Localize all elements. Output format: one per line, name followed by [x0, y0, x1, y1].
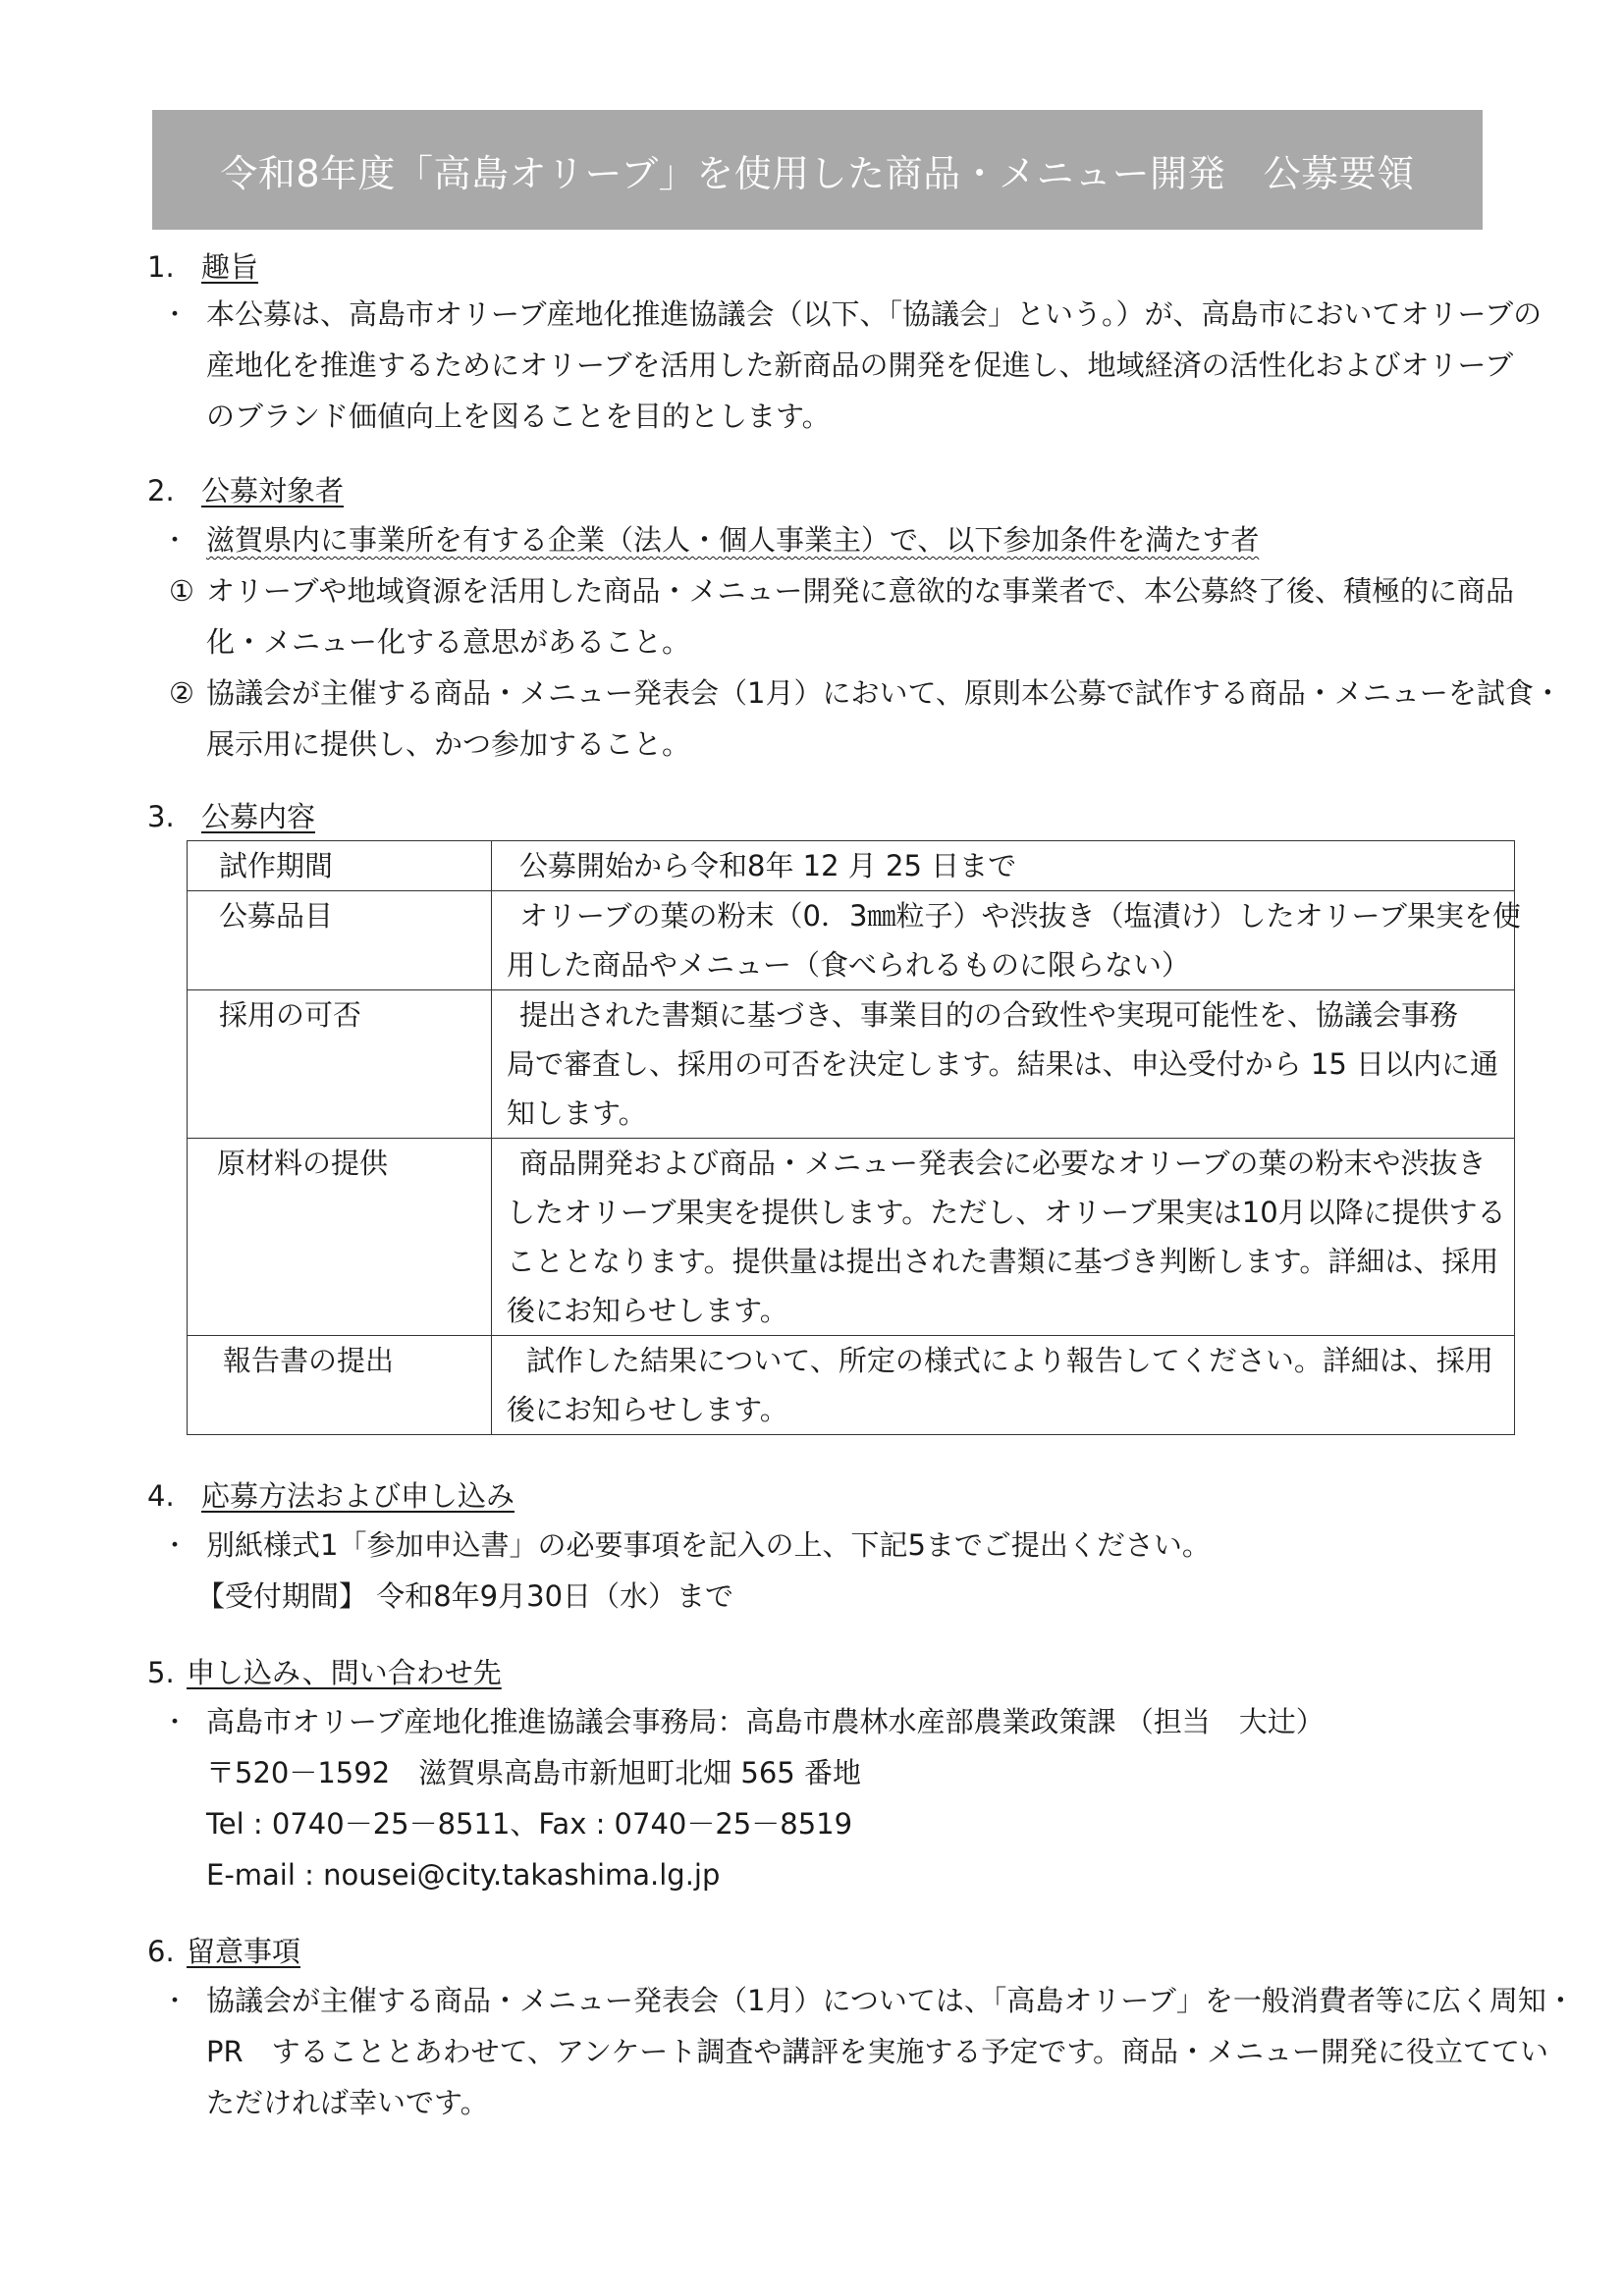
row-text-line: 知します。 [507, 1096, 647, 1130]
bullet-mark: ・ [162, 300, 189, 330]
section3-heading: 公募内容 [201, 800, 316, 833]
table-value-cell [492, 990, 1515, 1139]
section5-email: E-mail : nousei@city.takashima.lg.jp [206, 1858, 721, 1892]
section5-postal-address: 〒520－1592 滋賀県高島市新旭町北畑 565 番地 [206, 1756, 861, 1789]
row-text-line: 後にお知らせします。 [507, 1294, 788, 1327]
section2-intro: 滋賀県内に事業所を有する企業（法人・個人事業主）で、以下参加条件を満たす者 [206, 523, 1260, 557]
section6-line-2: PR することとあわせて、アンケート調査や講評を実施する予定です。商品・メニュー開発に役立ててい [206, 2035, 1548, 2068]
section6-line-3: ただければ幸いです。 [206, 2086, 489, 2119]
table-label-cell [188, 1336, 492, 1435]
row-text-line: 後にお知らせします。 [507, 1393, 788, 1426]
table-value-cell [492, 1336, 1515, 1435]
row-text-line: 公募開始から令和8年 12 月 25 日まで [519, 849, 1017, 882]
section2-item2-line-1: 協議会が主催する商品・メニュー発表会（1月）において、原則本公募で試作する商品・メニューを試食・ [206, 676, 1562, 710]
section1-number: 1. [147, 250, 175, 284]
section5-number: 5. [147, 1656, 175, 1689]
table-row [188, 1139, 1515, 1336]
content-table [187, 840, 1522, 1435]
table-label-cell [188, 891, 492, 990]
row-text-line: オリーブの葉の粉末（0．3㎜粒子）や渋抜き（塩漬け）したオリーブ果実を使 [519, 899, 1522, 933]
row-text-line: 商品開発および商品・メニュー発表会に必要なオリーブの葉の粉末や渋抜き [519, 1147, 1487, 1180]
bullet-mark: ・ [162, 526, 189, 556]
table-value-cell [492, 891, 1522, 990]
row-label: 試作期間 [219, 849, 334, 882]
table-label-cell [188, 1139, 492, 1336]
section1-heading: 趣旨 [201, 250, 259, 284]
table-row [188, 841, 1515, 891]
section4-line-1: 別紙様式1「参加申込書」の必要事項を記入の上、下記5までご提出ください。 [206, 1528, 1211, 1562]
section2-item1-mark: ① [169, 574, 194, 608]
section6-line-1: 協議会が主催する商品・メニュー発表会（1月）については、「高島オリーブ」を一般消費者等に広く周知・ [206, 1984, 1575, 2017]
table-label-cell [188, 990, 492, 1139]
row-text-line: 提出された書類に基づき、事業目的の合致性や実現可能性を、協議会事務 [519, 998, 1458, 1032]
section4-number: 4. [147, 1479, 175, 1513]
table-row [188, 990, 1515, 1139]
section2-number: 2. [147, 474, 175, 507]
section5-phone-fax: Tel : 0740－25－8511、Fax : 0740－25－8519 [206, 1807, 853, 1841]
row-label: 報告書の提出 [223, 1344, 395, 1377]
table-value-cell [492, 841, 1515, 891]
row-text-line: 用した商品やメニュー（食べられるものに限らない） [507, 948, 1191, 982]
row-text-line: こととなります。提供量は提出された書類に基づき判断します。詳細は、採用 [507, 1245, 1499, 1278]
table-row [188, 1336, 1515, 1435]
section2-item2-line-2: 展示用に提供し、かつ参加すること。 [206, 727, 691, 761]
row-label: 公募品目 [219, 899, 334, 933]
section5-line-1: 高島市オリーブ産地化推進協議会事務局：高島市農林水産部農業政策課 （担当 大辻） [206, 1705, 1325, 1738]
row-text-line: したオリーブ果実を提供します。ただし、オリーブ果実は10月以降に提供する [507, 1196, 1506, 1229]
section1-line-3: のブランド価値向上を図ることを目的とします。 [206, 400, 831, 433]
row-text-line: 試作した結果について、所定の様式により報告してください。詳細は、採用 [526, 1344, 1493, 1377]
table-row [188, 891, 1515, 990]
section6-number: 6. [147, 1935, 175, 1968]
bullet-mark: ・ [162, 1708, 189, 1737]
row-label: 原材料の提供 [217, 1147, 389, 1180]
table-value-cell [492, 1139, 1515, 1336]
document-title: 令和8年度「高島オリーブ」を使用した商品・メニュー開発 公募要領 [152, 110, 1483, 230]
section2-heading: 公募対象者 [201, 474, 345, 507]
table-label-cell [188, 841, 492, 891]
section6-heading: 留意事項 [187, 1935, 301, 1968]
row-text-line: 局で審査し、採用の可否を決定します。結果は、申込受付から 15 日以内に通 [507, 1047, 1499, 1081]
bullet-mark: ・ [162, 1531, 189, 1561]
section2-item1-line-1: オリーブや地域資源を活用した商品・メニュー開発に意欲的な事業者で、本公募終了後、積極的に商品 [206, 574, 1514, 608]
row-label: 採用の可否 [219, 998, 362, 1032]
section4-heading: 応募方法および申し込み [201, 1479, 515, 1513]
section2-item2-mark: ② [169, 676, 194, 710]
section2-item1-line-2: 化・メニュー化する意思があること。 [206, 625, 691, 659]
section4-line-2: 【受付期間】 令和8年9月30日（水）まで [196, 1579, 734, 1613]
section3-number: 3. [147, 800, 175, 833]
section1-line-1: 本公募は、高島市オリーブ産地化推進協議会（以下、「協議会」という。）が、高島市においてオリーブの [206, 297, 1543, 331]
section5-heading: 申し込み、問い合わせ先 [187, 1656, 502, 1689]
bullet-mark: ・ [162, 1987, 189, 2016]
section1-line-2: 産地化を推進するためにオリーブを活用した新商品の開発を促進し、地域経済の活性化およびオリーブ [206, 348, 1514, 382]
